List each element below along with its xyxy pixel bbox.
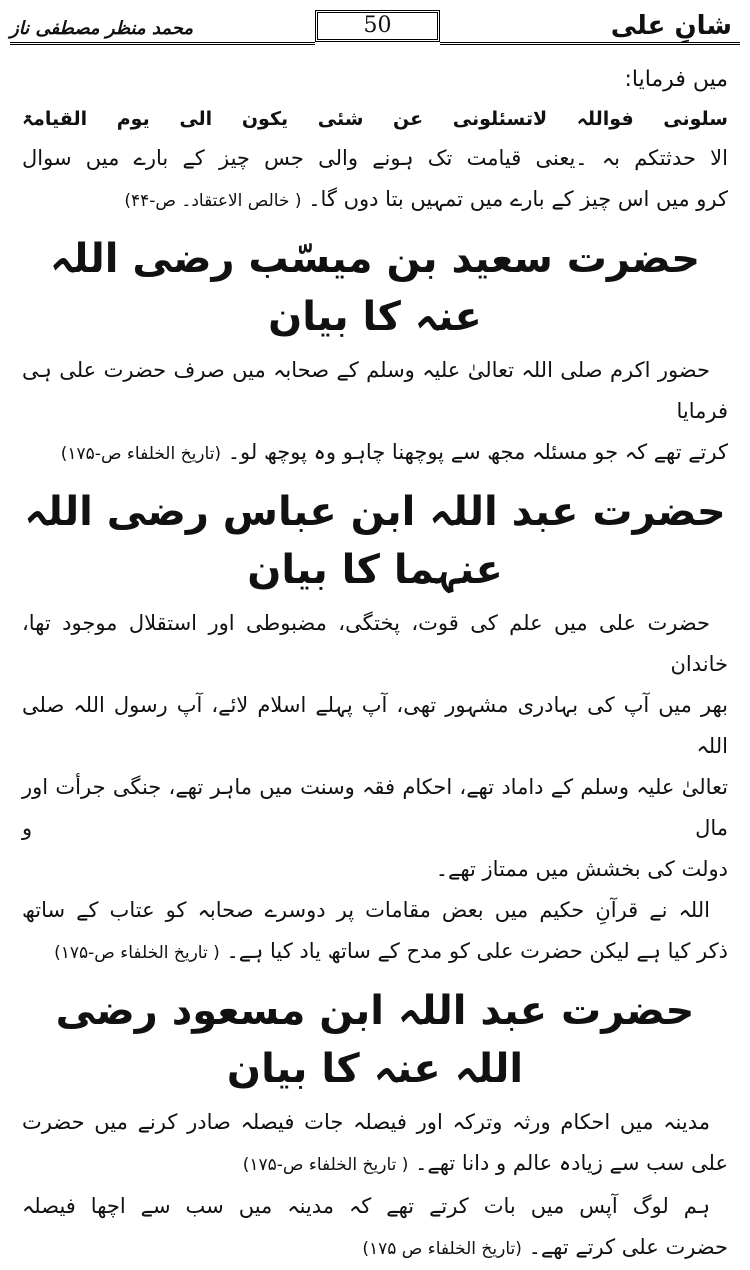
paragraph-6 xyxy=(22,1186,728,1270)
paragraph-line: تعالیٰ علیہ وسلم کے داماد تھے، احکام فقہ وسنت میں ماہر تھے، جنگی جرأت اور مال و xyxy=(22,775,728,840)
intro-text: میں فرمایا: xyxy=(624,67,728,92)
paragraph-line: حضور اکرم صلی اللہ تعالیٰ علیہ وسلم کے صحابہ میں صرف حضرت علی ہی فرمایا xyxy=(22,358,728,423)
paragraph-line xyxy=(22,931,728,974)
paragraph-line: ہم لوگ آپس میں بات کرتے تھے کہ مدینہ میں سب سے اچھا فیصلہ xyxy=(22,1194,710,1218)
paragraph-3 xyxy=(22,603,728,890)
paragraph-1 xyxy=(22,138,728,222)
paragraph-line xyxy=(22,432,728,475)
header-rule-right xyxy=(440,42,740,45)
reference: ( خالص الاعتقاد۔ ص-۴۴) xyxy=(124,191,302,211)
book-title: شانِ علی xyxy=(610,11,732,41)
reference: (تاریخ الخلفاء ص-۱۷۵) xyxy=(60,444,222,464)
paragraph-text: ذکر کیا ہے لیکن حضرت علی کو مدح کے ساتھ یاد کیا ہے۔ xyxy=(226,939,728,963)
reference: ( تاریخ الخلفاء ص-۱۷۵) xyxy=(54,943,220,963)
paragraph-line: مدینہ میں احکام ورثہ وترکہ اور فیصلہ جات فیصلہ صادر کرنے میں حضرت xyxy=(22,1110,710,1134)
section-heading: حضرت عبد اللہ ابن مسعود رضی اللہ عنہ کا بیان xyxy=(55,988,695,1092)
section-heading: حضرت عبد اللہ ابن عباس رضی اللہ عنہما کا بیان xyxy=(24,489,726,593)
page-header xyxy=(10,6,740,48)
paragraph-4 xyxy=(22,890,728,974)
paragraph-line: الا حدثتکم بہ ۔یعنی قیامت تک ہونے والی جس چیز کے بارے میں سوال xyxy=(22,146,728,170)
paragraph-line: حضرت علی میں علم کی قوت، پختگی، مضبوطی اور استقلال موجود تھا، خاندان xyxy=(22,611,728,676)
paragraph-line: بھر میں آپ کی بہادری مشہور تھی، آپ پہلے اسلام لائے، آپ رسول اللہ صلی اللہ xyxy=(22,693,728,758)
paragraph-line xyxy=(22,179,728,222)
reference: (تاریخ الخلفاء ص ۱۷۵) xyxy=(362,1239,522,1259)
paragraph-2 xyxy=(22,350,728,475)
paragraph-5 xyxy=(22,1102,728,1186)
paragraph-text: کرتے تھے کہ جو مسئلہ مجھ سے پوچھنا چاہو وہ پوچھ لو۔ xyxy=(227,440,728,464)
paragraph-line xyxy=(22,1143,728,1186)
paragraph-line: دولت کی بخشش میں ممتاز تھے۔ xyxy=(435,857,728,881)
page-content xyxy=(22,60,728,1270)
author-name: محمد منظر مصطفی ناز xyxy=(10,18,193,39)
reference: ( تاریخ الخلفاء ص-۱۷۵) xyxy=(242,1155,409,1175)
section-heading: حضرت سعید بن میسّب رضی اللہ عنہ کا بیان xyxy=(49,236,701,340)
page-number: 50 xyxy=(315,10,440,42)
paragraph-line: اللہ نے قرآنِ حکیم میں بعض مقامات پر دوسرے صحابہ کو عتاب کے ساتھ xyxy=(22,898,710,922)
paragraph-text: کرو میں اس چیز کے بارے میں تمہیں بتا دوں گا۔ xyxy=(308,187,728,211)
paragraph-text: حضرت علی کرتے تھے۔ xyxy=(528,1235,728,1259)
arabic-quote: سلونی فواللہ لاتسئلونی عن شئی یکون الی یوم القیامۃ xyxy=(22,108,728,130)
paragraph-line xyxy=(22,1227,728,1270)
paragraph-text: علی سب سے زیادہ عالم و دانا تھے۔ xyxy=(415,1151,728,1175)
